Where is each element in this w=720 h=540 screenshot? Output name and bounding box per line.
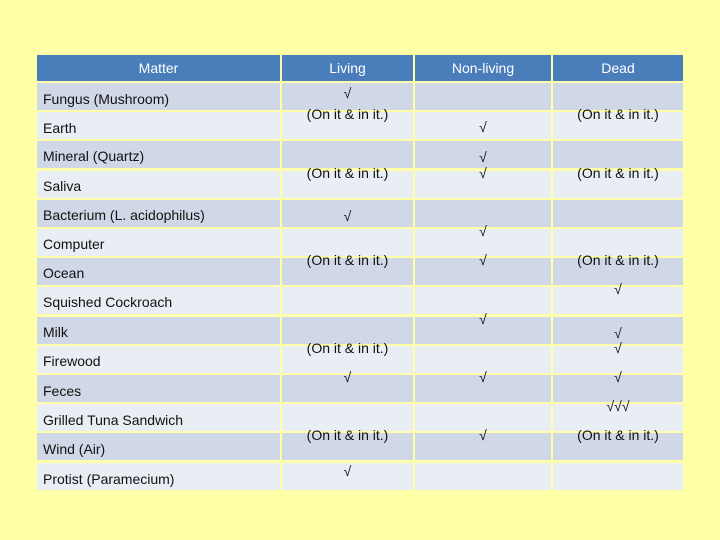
cell-matter: Ocean (37, 258, 280, 285)
cell-dead (553, 141, 683, 168)
cell-dead (553, 200, 683, 227)
cell-nonliving: √ (415, 317, 551, 344)
cell-dead: (On it & in it.) (553, 258, 683, 285)
cell-matter: Computer (37, 229, 280, 256)
cell-matter: Wind (Air) (37, 433, 280, 460)
cell-matter: Squished Cockroach (37, 287, 280, 314)
cell-dead: √√√ (553, 404, 683, 431)
cell-living (282, 287, 413, 314)
cell-matter: Feces (37, 375, 280, 402)
header-living: Living (282, 55, 413, 81)
cell-nonliving: √ (415, 433, 551, 460)
cell-living: √ (282, 375, 413, 402)
cell-dead (553, 463, 683, 490)
cell-nonliving: √ (415, 229, 551, 256)
header-matter: Matter (37, 55, 280, 81)
cell-nonliving: √ (415, 171, 551, 198)
cell-matter: Milk (37, 317, 280, 344)
cell-living: (On it & in it.) (282, 346, 413, 373)
cell-matter: Grilled Tuna Sandwich (37, 404, 280, 431)
cell-nonliving (415, 463, 551, 490)
cell-nonliving: √ (415, 141, 551, 168)
cell-living: (On it & in it.) (282, 112, 413, 139)
cell-matter: Protist (Paramecium) (37, 463, 280, 490)
cell-dead: √ (553, 375, 683, 402)
cell-living: √ (282, 463, 413, 490)
cell-nonliving (415, 287, 551, 314)
header-dead: Dead (553, 55, 683, 81)
cell-matter: Saliva (37, 171, 280, 198)
cell-dead: (On it & in it.) (553, 112, 683, 139)
cell-living (282, 141, 413, 168)
cell-dead: √ (553, 346, 683, 373)
cell-nonliving: √ (415, 112, 551, 139)
cell-nonliving: √ (415, 375, 551, 402)
cell-dead: (On it & in it.) (553, 433, 683, 460)
cell-dead: √ (553, 287, 683, 314)
cell-matter: Bacterium (L. acidophilus) (37, 200, 280, 227)
cell-matter: Firewood (37, 346, 280, 373)
cell-dead: √ (553, 317, 683, 344)
cell-matter: Mineral (Quartz) (37, 141, 280, 168)
cell-living: √ (282, 83, 413, 110)
cell-living: (On it & in it.) (282, 433, 413, 460)
cell-dead: (On it & in it.) (553, 171, 683, 198)
cell-matter: Earth (37, 112, 280, 139)
cell-nonliving: √ (415, 258, 551, 285)
cell-living: (On it & in it.) (282, 258, 413, 285)
header-nonliving: Non-living (415, 55, 551, 81)
cell-living: √ (282, 200, 413, 227)
cell-nonliving (415, 83, 551, 110)
cell-matter: Fungus (Mushroom) (37, 83, 280, 110)
cell-living: (On it & in it.) (282, 171, 413, 198)
